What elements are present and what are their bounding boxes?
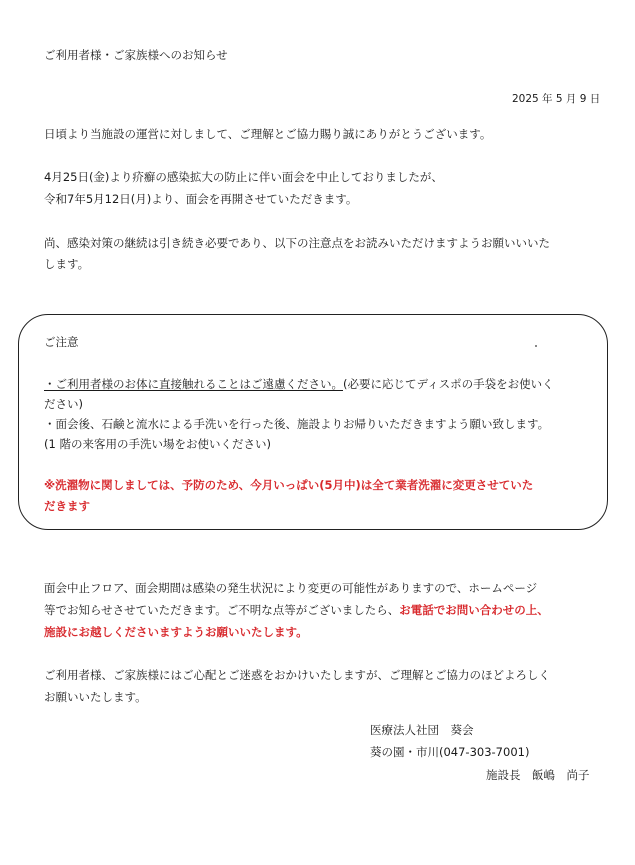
precaution-item-1-cont: ださい) [44, 397, 83, 411]
resume-paragraph-line1: 4月25日(金)より疥癬の感染拡大の防止に伴い面会を中止しておりましたが、 [44, 170, 443, 184]
schedule-paragraph-line2-normal: 等でお知らせさせていただきます。ご不明な点等がございましたら、 [44, 603, 400, 617]
precaution-item-2: ・面会後、石鹸と流水による手洗いを行った後、施設よりお帰りいただきますよう願い致します。 [44, 417, 550, 431]
notice-date: 2025 年 5 月 9 日 [512, 93, 601, 105]
schedule-paragraph-line2 [44, 600, 549, 620]
resume-paragraph-line2: 令和7年5月12日(月)より、面会を再開させていただきます。 [44, 192, 358, 206]
precaution-item-2-cont: (1 階の来客用の手洗い場をお使いください) [44, 437, 271, 451]
greeting-text: 日頃より当施設の運営に対しまして、ご理解とご協力賜り誠にありがとうございます。 [44, 127, 492, 141]
signature-facility: 葵の園・市川(047-303-7001) [370, 745, 530, 759]
precaution-item-1-underlined: ・ご利用者様のお体に直接触れることはご遠慮ください。 [44, 377, 343, 391]
closing-line1: ご利用者様、ご家族様にはご心配とご迷惑をおかけいたしますが、ご理解とご協力のほどよろしく [44, 668, 550, 682]
precaution-intro-line1: 尚、感染対策の継続は引き続き必要であり、以下の注意点をお読みいただけますようお願いいいた [44, 236, 550, 250]
precaution-item-1-rest: (必要に応じてディスポの手袋をお使いく [343, 377, 554, 391]
precaution-intro-line2: します。 [44, 257, 90, 271]
closing-line2: お願いいたします。 [44, 690, 147, 704]
scan-speck [535, 345, 537, 347]
laundry-warning-line2: だきます [44, 499, 90, 513]
laundry-warning-line1: ※洗濯物に関しましては、予防のため、今月いっぱい(5月中)は全て業者洗濯に変更させていた [44, 478, 534, 492]
precaution-title: ご注意 [44, 335, 79, 349]
signature-org: 医療法人社団 葵会 [370, 723, 474, 737]
precaution-item-1 [44, 374, 554, 394]
notice-heading: ご利用者様・ご家族様へのお知らせ [44, 48, 228, 62]
schedule-paragraph-line3: 施設にお越しくださいますようお願いいたします。 [44, 625, 308, 639]
contact-request-red: お電話でお問い合わせの上、 [399, 603, 549, 617]
schedule-paragraph-line1: 面会中止フロア、面会期間は感染の発生状況により変更の可能性がありますので、ホームページ [44, 581, 538, 595]
signature-director: 施設長 飯嶋 尚子 [486, 768, 590, 782]
